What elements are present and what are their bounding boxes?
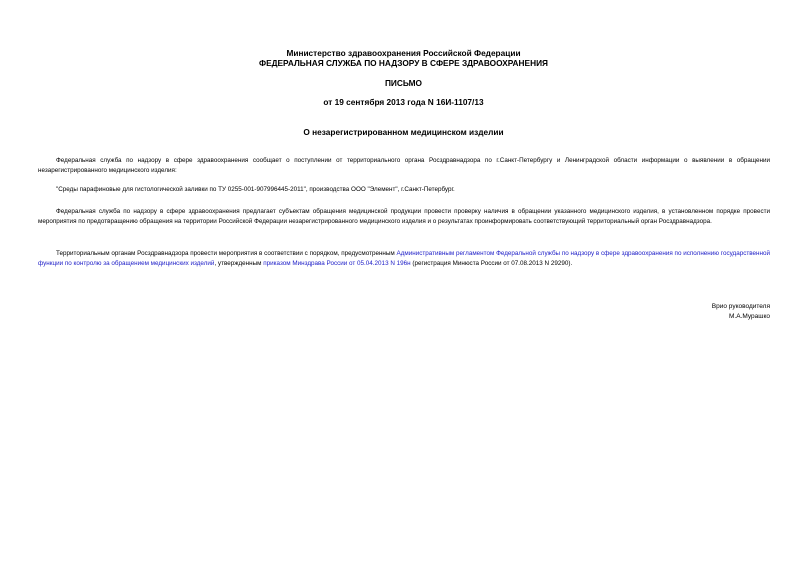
signature-name: М.А.Мурашко	[728, 313, 770, 320]
paragraph-1: Федеральная служба по надзору в сфере здравоохранения сообщает о поступлении от территориального органа Росздравнадзора по г.Санкт-Петербургу и Ленинградской области информации о выявлении в обращении незарегистрированного медицинского изделия:	[38, 157, 770, 174]
document-subject: О незарегистрированном медицинском изделии	[303, 127, 504, 137]
service-title: ФЕДЕРАЛЬНАЯ СЛУЖБА ПО НАДЗОРУ В СФЕРЕ ЗДРАВООХРАНЕНИЯ	[259, 58, 548, 68]
paragraph-4-end: (регистрация Минюста России от 07.08.2013 N 29290).	[410, 259, 573, 267]
document-date-number: от 19 сентября 2013 года N 16И-1107/13	[323, 97, 484, 107]
paragraph-3: Федеральная служба по надзору в сфере здравоохранения предлагает субъектам обращения медицинской продукции провести проверку наличия в обращении указанного медицинского изделия, в установленном порядке провести мероприятия по предотвращению обращения на территории Российской Федерации незарегистрированного медицинского изделия и о результатах проинформировать соответствующий территориальный орган Росздравнадзора.	[38, 208, 770, 225]
ministry-title: Министерство здравоохранения Российской Федерации	[286, 48, 521, 58]
regulation-link[interactable]: Административным регламентом Федеральной службы по надзору в сфере здравоохранения по исполнению государственной функции по контролю за обращением медицинских изделий	[38, 250, 771, 267]
paragraph-2: "Среды парафиновые для гистологической заливки по ТУ 0255-001-907996445-2011", производства ООО "Элемент", г.Санкт-Петербург.	[56, 186, 455, 193]
signature-position: Врио руководителя	[711, 303, 770, 310]
paragraph-4-mid: , утвержденным	[214, 259, 264, 267]
document-type: ПИСЬМО	[384, 78, 423, 88]
order-link[interactable]: приказом Минздрава России от 05.04.2013 N 196н	[263, 259, 411, 267]
paragraph-4-start: Территориальным органам Росздравнадзора провести мероприятия в соответствии с порядком, предусмотренным	[56, 250, 397, 257]
paragraph-4	[38, 249, 770, 268]
